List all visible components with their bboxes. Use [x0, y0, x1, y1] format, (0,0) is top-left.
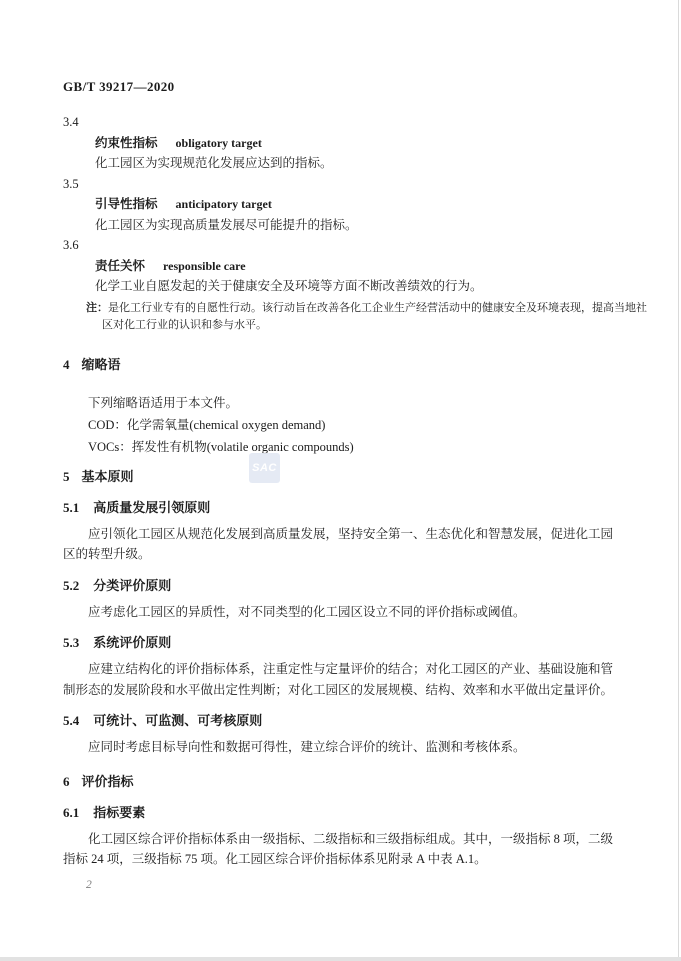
term-definition: 化工园区为实现规范化发展应达到的指标。 [95, 156, 333, 170]
heading-number: 5.3 [63, 635, 80, 650]
subsection-heading-5-1 [63, 498, 622, 518]
subsection-body-5-4: 应同时考虑目标导向性和数据可得性，建立综合评价的统计、监测和考核体系。 [88, 740, 526, 754]
term-definition: 化工园区为实现高质量发展尽可能提升的指标。 [95, 217, 358, 232]
heading-title: 分类评价原则 [93, 577, 172, 593]
section-heading-basic-principles [63, 467, 622, 487]
term-note [86, 300, 650, 335]
term-english-name: responsible care [163, 258, 246, 273]
heading-title: 基本原则 [81, 468, 134, 484]
term-line [63, 194, 622, 215]
scan-edge-right [678, 0, 679, 961]
page-number: 2 [86, 879, 92, 891]
subsection-body-5-2: 应考虑化工园区的异质性，对不同类型的化工园区设立不同的评价指标或阈值。 [88, 604, 526, 619]
clause-number: 3.5 [63, 176, 79, 191]
sac-watermark-logo: SAC [249, 453, 280, 483]
subsection-heading-5-4 [63, 711, 622, 731]
heading-number: 6.1 [63, 804, 80, 820]
heading-title: 评价指标 [81, 773, 134, 789]
clause-number: 3.6 [63, 238, 79, 252]
heading-number: 6 [63, 773, 70, 789]
subsection-body-5-1: 应引领化工园区从规范化发展到高质量发展，坚持安全第一、生态优化和智慧发展，促进化工园区的转型升级。 [63, 526, 614, 561]
note-text: 是化工行业专有的自愿性行动。该行动旨在改善各化工企业生产经营活动中的健康安全及环境表现，提高当地社区对化工行业的认识和参与水平。 [102, 301, 647, 331]
note-label: 注： [86, 301, 108, 314]
heading-title: 高质量发展引领原则 [93, 499, 211, 515]
subsection-heading-5-2 [63, 576, 622, 596]
term-english-name: obligatory target [175, 135, 262, 150]
subsection-body-6-1: 化工园区综合评价指标体系由一级指标、二级指标和三级指标组成。其中，一级指标 8 项，二级指标 24 项，三级指标 75 项。化工园区综合评价指标体系见附录 A 中表 A.1。 [63, 831, 614, 866]
scan-edge-bottom [0, 957, 681, 961]
subsection-heading-5-3 [63, 633, 622, 653]
term-name: 引导性指标 [95, 197, 158, 211]
heading-number: 4 [63, 356, 70, 372]
heading-number: 5 [63, 468, 70, 484]
abbreviations-intro: 下列缩略语适用于本文件。 [88, 395, 239, 410]
heading-title: 缩略语 [81, 356, 121, 372]
heading-title: 指标要素 [93, 804, 146, 820]
section-heading-indicators [63, 772, 622, 792]
term-name: 责任关怀 [95, 258, 146, 273]
term-name: 约束性指标 [95, 135, 158, 150]
abbreviation-item-cod: COD：化学需氧量(chemical oxygen demand) [88, 417, 326, 432]
subsection-heading-6-1 [63, 803, 622, 823]
term-english-name: anticipatory target [175, 197, 272, 211]
section-heading-abbreviations [63, 355, 622, 375]
term-definition: 化学工业自愿发起的关于健康安全及环境等方面不断改善绩效的行为。 [95, 279, 483, 293]
subsection-body-5-3: 应建立结构化的评价指标体系，注重定性与定量评价的结合；对化工园区的产业、基础设施和管制形态的发展阶段和水平做出定性判断；对化工园区的发展规模、结构、效率和水平做出定量评价。 [63, 662, 614, 697]
heading-title: 可统计、可监测、可考核原则 [93, 713, 263, 728]
heading-number: 5.1 [63, 499, 80, 515]
heading-number: 5.2 [63, 577, 80, 593]
term-line [63, 256, 622, 277]
term-line [63, 133, 622, 154]
heading-title: 系统评价原则 [93, 635, 172, 650]
document-header: GB/T 39217—2020 [63, 79, 175, 94]
heading-number: 5.4 [63, 713, 80, 728]
abbreviation-item-vocs: VOCs：挥发性有机物(volatile organic compounds) [88, 439, 354, 454]
clause-number: 3.4 [63, 115, 79, 129]
terms-section [63, 112, 647, 335]
